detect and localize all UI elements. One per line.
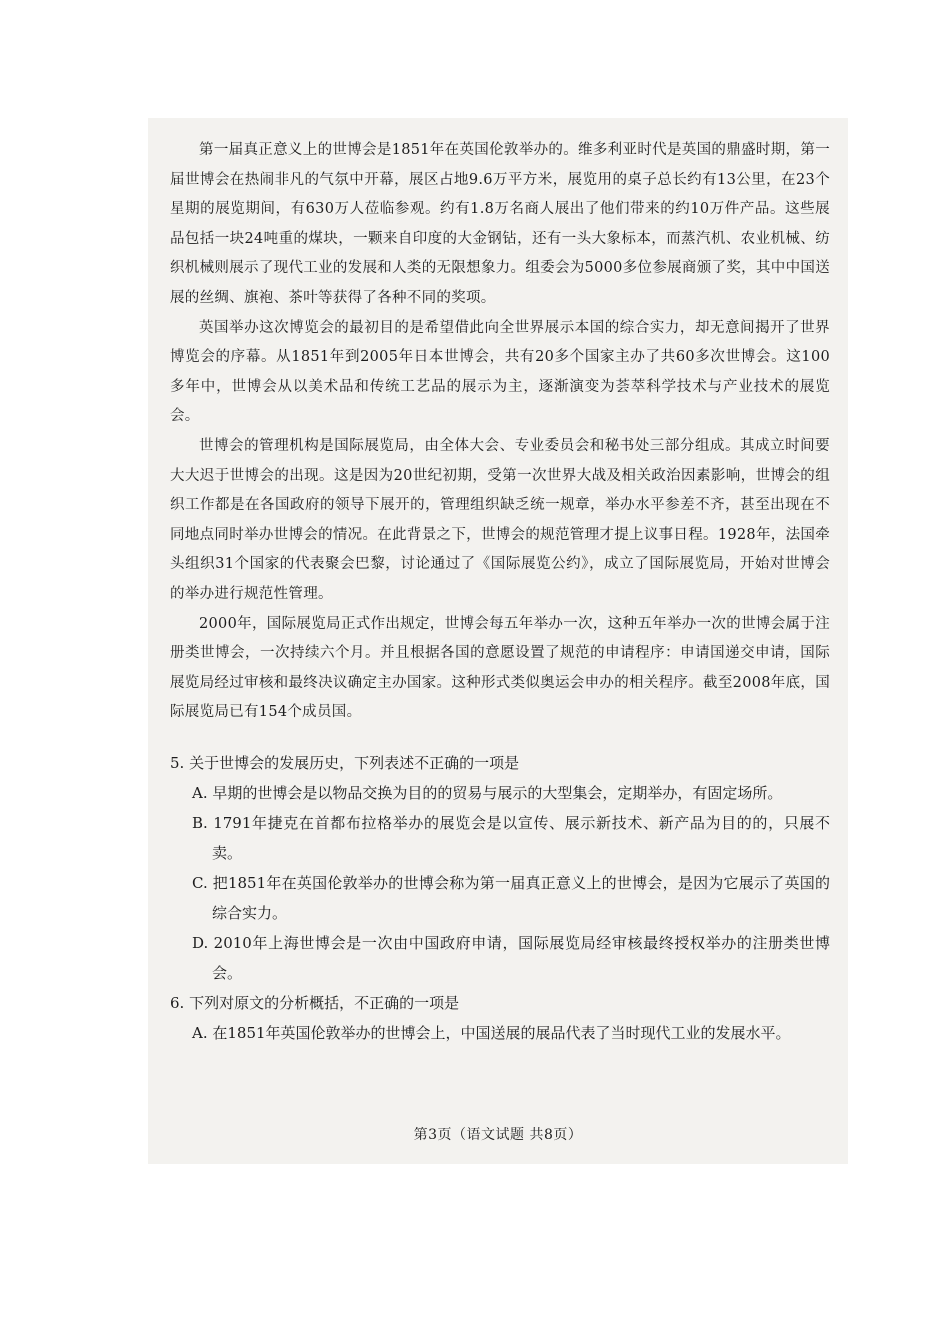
reading-passage bbox=[170, 136, 830, 728]
question-5 bbox=[170, 748, 830, 988]
option-a: A. 在1851年英国伦敦举办的世博会上，中国送展的展品代表了当时现代工业的发展水平。 bbox=[192, 1024, 791, 1042]
option-a: A. 早期的世博会是以物品交换为目的的贸易与展示的大型集会，定期举办，有固定场所。 bbox=[192, 784, 783, 802]
passage-paragraph: 第一届真正意义上的世博会是1851年在英国伦敦举办的。维多利亚时代是英国的鼎盛时期，第一届世博会在热闹非凡的气氛中开幕，展区占地9.6万平方米，展览用的桌子总长约有13公里，在23个星期的展览期间，有630万人莅临参观。约有1.8万名商人展出了他们带来的约10万件产品。这些展品包括一块24吨重的煤块，一颗来自印度的大金钢钻，还有一头大象标本，而蒸汽机、农业机械、纺织机械则展示了现代工业的发展和人类的无限想象力。组委会为5000多位参展商颁了奖，其中中国送展的丝绸、旗袍、茶叶等获得了各种不同的奖项。 bbox=[170, 142, 830, 306]
passage-paragraph: 英国举办这次博览会的最初目的是希望借此向全世界展示本国的综合实力，却无意间揭开了世界博览会的序幕。从1851年到2005年日本世博会，共有20多个国家主办了共60多次世博会。这100多年中，世博会从以美术品和传统工艺品的展示为主，逐渐演变为荟萃科学技术与产业技术的展览会。 bbox=[170, 319, 830, 425]
question-6 bbox=[170, 988, 830, 1048]
option-d: D. 2010年上海世博会是一次由中国政府申请，国际展览局经审核最终授权举办的注册类世博会。 bbox=[192, 934, 830, 982]
question-stem: 6. 下列对原文的分析概括，不正确的一项是 bbox=[170, 994, 460, 1012]
page-footer: 第3页（语文试题 共8页） bbox=[413, 1127, 583, 1143]
exam-page bbox=[148, 118, 848, 1164]
option-b: B. 1791年捷克在首都布拉格举办的展览会是以宣传、展示新技术、新产品为目的的，只展不卖。 bbox=[192, 814, 830, 862]
question-list bbox=[170, 748, 830, 1048]
passage-paragraph: 世博会的管理机构是国际展览局，由全体大会、专业委员会和秘书处三部分组成。其成立时间要大大迟于世博会的出现。这是因为20世纪初期，受第一次世界大战及相关政治因素影响，世博会的组织工作都是在各国政府的领导下展开的，管理组织缺乏统一规章，举办水平参差不齐，甚至出现在不同地点同时举办世博会的情况。在此背景之下，世博会的规范管理才提上议事日程。1928年，法国牵头组织31个国家的代表聚会巴黎，讨论通过了《国际展览公约》，成立了国际展览局，开始对世博会的举办进行规范性管理。 bbox=[170, 437, 830, 602]
question-stem: 5. 关于世博会的发展历史，下列表述不正确的一项是 bbox=[170, 754, 520, 772]
passage-paragraph: 2000年，国际展览局正式作出规定，世博会每五年举办一次，这种五年举办一次的世博会属于注册类世博会，一次持续六个月。并且根据各国的意愿设置了规范的申请程序：申请国递交申请，国际展览局经过审核和最终决议确定主办国家。这种形式类似奥运会申办的相关程序。截至2008年底，国际展览局已有154个成员国。 bbox=[170, 615, 830, 721]
option-c: C. 把1851年在英国伦敦举办的世博会称为第一届真正意义上的世博会，是因为它展示了英国的综合实力。 bbox=[192, 874, 830, 922]
